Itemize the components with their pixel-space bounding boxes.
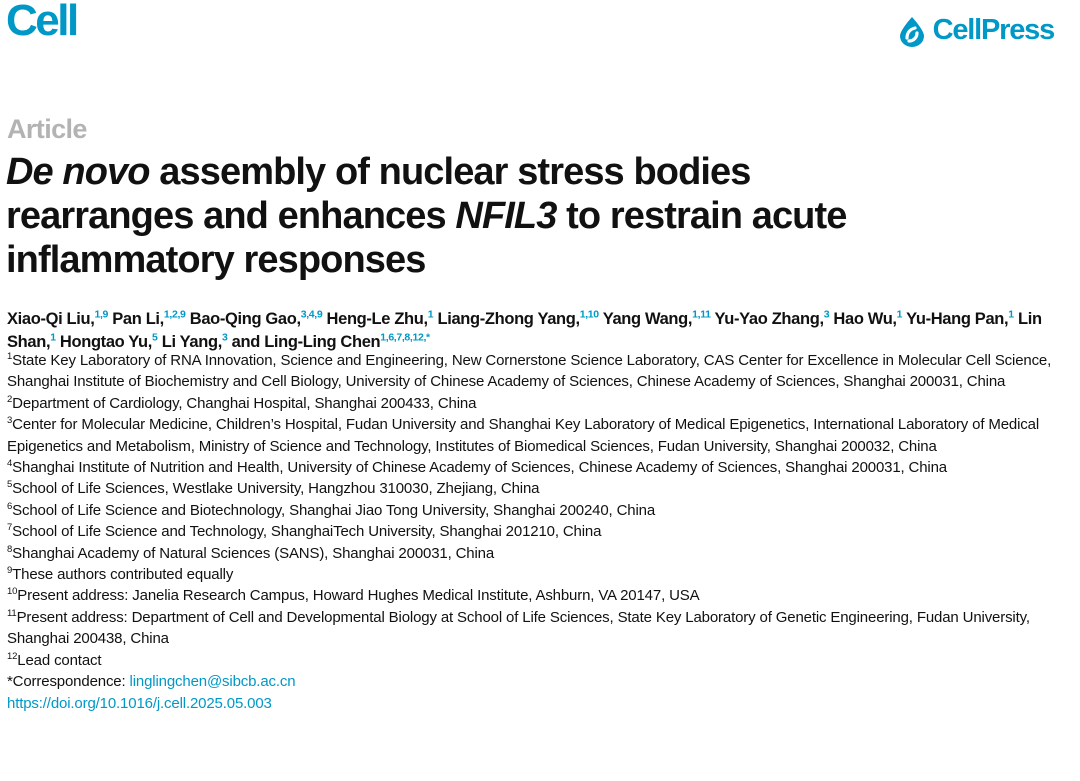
affiliation-number: 10 (7, 586, 18, 598)
author-affiliation-marker: 3 (221, 331, 228, 344)
author (327, 310, 434, 328)
affiliation-number: 4 (7, 458, 13, 470)
author-name: Yu-Hang Pan, (906, 310, 1009, 328)
author (438, 310, 599, 328)
affiliation-text: Present address: Department of Cell and Developmental Biology at School of Life Sciences, State Key Laboratory of Genetic Engineering, Fudan University, Shanghai 200438, China (7, 608, 1030, 648)
affiliations (7, 350, 1073, 714)
author-name: Li Yang, (161, 333, 222, 351)
affiliation-text: Shanghai Institute of Nutrition and Health, University of Chinese Academy of Sciences, Chinese Academy of Sciences, Shanghai 200031, China (12, 459, 948, 477)
affiliation-item (7, 478, 1073, 499)
author-name: and Ling-Ling Chen (231, 333, 381, 351)
affiliation-item (7, 350, 1073, 393)
affiliation-text: School of Life Sciences, Westlake University, Hangzhou 310030, Zhejiang, China (12, 480, 540, 498)
author (715, 310, 830, 328)
author-list (7, 308, 1077, 354)
author (60, 333, 158, 351)
affiliation-item (7, 650, 1073, 671)
affiliation-text: Present address: Janelia Research Campus, Howard Hughes Medical Institute, Ashburn, VA 20147, USA (17, 587, 700, 605)
affiliation-text: These authors contributed equally (12, 566, 234, 584)
author (112, 310, 185, 328)
article-type: Article (7, 114, 87, 144)
affiliation-number: 9 (7, 565, 13, 577)
affiliation-number: 8 (7, 543, 13, 555)
author-affiliation-marker: 1,9 (94, 308, 109, 321)
title-text-2: to restrain acute inflammatory responses (6, 195, 847, 281)
affiliation-number: 7 (7, 522, 13, 534)
title-italic-denovo: De novo (6, 151, 150, 193)
author-name: Lin Shan, (7, 310, 1042, 351)
affiliation-item (7, 521, 1073, 542)
title-text-1: assembly of nuclear stress bodies rearranges and enhances (6, 151, 751, 237)
affiliation-number: 6 (7, 500, 13, 512)
author (232, 333, 430, 351)
author (603, 310, 711, 328)
author-affiliation-marker: 3,4,9 (300, 308, 323, 321)
author-name: Hongtao Yu, (59, 333, 153, 351)
affiliation-item (7, 457, 1073, 478)
author-affiliation-marker: 5 (152, 331, 158, 344)
affiliation-text: School of Life Science and Technology, ShanghaiTech University, Shanghai 201210, China (12, 523, 602, 541)
author-affiliation-marker: 1 (50, 331, 56, 344)
author-affiliation-marker: 1 (896, 308, 903, 321)
affiliation-item (7, 585, 1073, 606)
article-title (6, 150, 906, 282)
affiliation-list (7, 350, 1073, 671)
author-affiliation-marker: 1,10 (579, 308, 599, 321)
affiliation-item (7, 564, 1073, 585)
correspondence-email-link[interactable]: linglingchen@sibcb.ac.cn (129, 673, 296, 691)
affiliation-text: State Key Laboratory of RNA Innovation, Science and Engineering, New Cornerstone Science Laboratory, CAS Center for Excellence in Molecular Cell Science, Shanghai Institute of Biochemistry and Cell Biology, University of Chinese Academy of Sciences, Chinese Academy of Sciences, Shanghai 200031, China (7, 352, 1052, 391)
author-name: Xiao-Qi Liu, (7, 310, 95, 328)
author-name: Pan Li, (112, 310, 164, 328)
affiliation-text: Shanghai Academy of Natural Sciences (SANS), Shanghai 200031, China (12, 544, 495, 562)
affiliation-item (7, 500, 1073, 521)
author (833, 310, 902, 328)
author (906, 310, 1014, 328)
affiliation-number: 12 (7, 650, 18, 662)
doi-link[interactable]: https://doi.org/10.1016/j.cell.2025.05.003 (7, 694, 272, 712)
author (162, 333, 228, 351)
affiliation-number: 3 (7, 415, 13, 427)
author-affiliation-marker: 1,6,7,8,12,* (380, 331, 430, 344)
affiliation-number: 1 (7, 351, 13, 362)
author-name: Bao-Qing Gao, (189, 310, 301, 328)
correspondence-label: *Correspondence: (7, 673, 130, 691)
affiliation-item (7, 607, 1073, 650)
journal-logo: Cell (6, 0, 77, 45)
author (190, 310, 323, 328)
title-italic-nfil3: NFIL3 (455, 195, 557, 237)
cellpress-drop-icon (896, 15, 928, 47)
affiliation-number: 11 (7, 607, 17, 619)
author-name: Hao Wu, (833, 310, 897, 328)
affiliation-item (7, 543, 1073, 564)
author-affiliation-marker: 1 (1008, 308, 1014, 321)
author-name: Yang Wang, (602, 310, 693, 328)
affiliation-text: School of Life Science and Biotechnology, Shanghai Jiao Tong University, Shanghai 200240, China (12, 501, 656, 519)
author-name: Liang-Zhong Yang, (437, 310, 580, 328)
affiliation-text: Department of Cardiology, Changhai Hospital, Shanghai 200433, China (12, 394, 477, 412)
author-name: Heng-Le Zhu, (326, 310, 428, 328)
affiliation-number: 2 (7, 393, 13, 405)
author-name: Yu-Yao Zhang, (714, 310, 824, 328)
affiliation-text: Lead contact (17, 651, 102, 669)
author-affiliation-marker: 1,2,9 (163, 308, 186, 321)
affiliation-item (7, 414, 1073, 457)
affiliation-item (7, 393, 1073, 414)
author-affiliation-marker: 1 (427, 308, 434, 321)
affiliation-text: Center for Molecular Medicine, Children’s Hospital, Fudan University and Shanghai Key Laboratory of Medical Epigenetics, International Laboratory of Medical Epigenetics and Metabolism, Ministry of Science and Technology, Institutes of Biomedical Sciences, Fudan University, Shanghai 200032, China (7, 416, 1040, 455)
author-affiliation-marker: 3 (823, 308, 830, 321)
correspondence (7, 671, 1073, 692)
author (7, 310, 108, 328)
affiliation-number: 5 (7, 479, 13, 491)
author-affiliation-marker: 1,11 (692, 308, 711, 321)
publisher-logo (896, 14, 1054, 47)
publisher-name: CellPress (932, 14, 1054, 46)
